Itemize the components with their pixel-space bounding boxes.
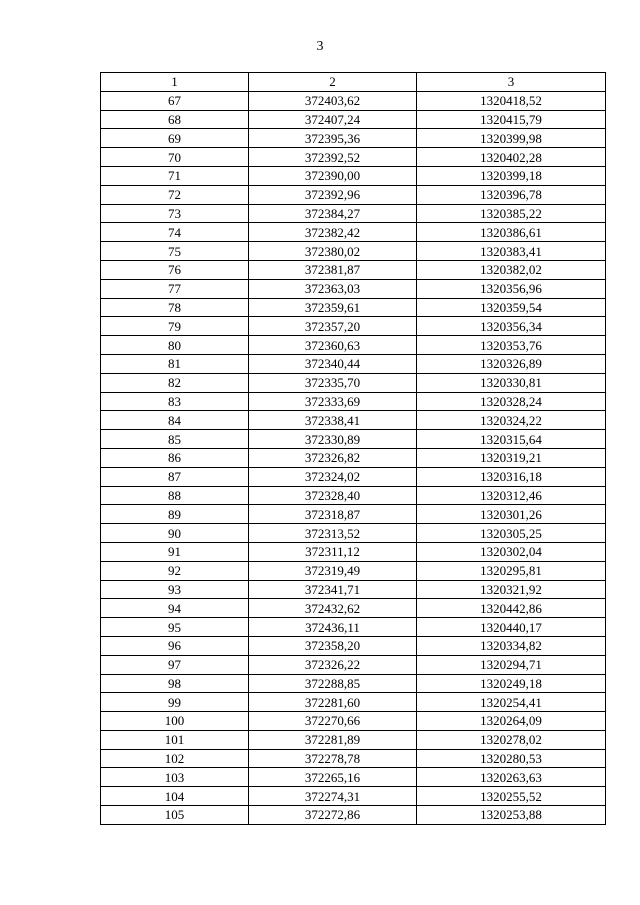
table-row <box>101 242 606 261</box>
point-number-cell: 85 <box>101 430 249 449</box>
header-row <box>101 73 606 92</box>
x-coordinate-cell: 372360,63 <box>249 336 417 355</box>
x-coordinate-cell: 372436,11 <box>249 618 417 637</box>
table-row <box>101 430 606 449</box>
point-number-cell: 81 <box>101 354 249 373</box>
x-coordinate-cell: 372381,87 <box>249 260 417 279</box>
x-coordinate-cell: 372341,71 <box>249 580 417 599</box>
x-coordinate-cell: 372313,52 <box>249 524 417 543</box>
table-row <box>101 787 606 806</box>
point-number-cell: 105 <box>101 806 249 825</box>
x-coordinate-cell: 372326,22 <box>249 655 417 674</box>
point-number-cell: 89 <box>101 505 249 524</box>
table-body <box>101 91 606 824</box>
table-row <box>101 749 606 768</box>
point-number-cell: 98 <box>101 674 249 693</box>
point-number-cell: 73 <box>101 204 249 223</box>
point-number-cell: 95 <box>101 618 249 637</box>
point-number-cell: 76 <box>101 260 249 279</box>
x-coordinate-cell: 372403,62 <box>249 91 417 110</box>
y-coordinate-cell: 1320316,18 <box>417 467 606 486</box>
table-row <box>101 148 606 167</box>
y-coordinate-cell: 1320302,04 <box>417 542 606 561</box>
x-coordinate-cell: 372392,52 <box>249 148 417 167</box>
header-cell-3: 3 <box>417 73 606 92</box>
point-number-cell: 87 <box>101 467 249 486</box>
x-coordinate-cell: 372281,60 <box>249 693 417 712</box>
y-coordinate-cell: 1320399,18 <box>417 166 606 185</box>
y-coordinate-cell: 1320396,78 <box>417 185 606 204</box>
y-coordinate-cell: 1320326,89 <box>417 354 606 373</box>
point-number-cell: 68 <box>101 110 249 129</box>
table-row <box>101 505 606 524</box>
table-row <box>101 806 606 825</box>
point-number-cell: 90 <box>101 524 249 543</box>
y-coordinate-cell: 1320254,41 <box>417 693 606 712</box>
point-number-cell: 82 <box>101 373 249 392</box>
y-coordinate-cell: 1320255,52 <box>417 787 606 806</box>
point-number-cell: 101 <box>101 730 249 749</box>
table-row <box>101 317 606 336</box>
page-number: 3 <box>316 39 324 54</box>
y-coordinate-cell: 1320383,41 <box>417 242 606 261</box>
table-row <box>101 542 606 561</box>
x-coordinate-cell: 372288,85 <box>249 674 417 693</box>
x-coordinate-cell: 372272,86 <box>249 806 417 825</box>
table-row <box>101 260 606 279</box>
y-coordinate-cell: 1320305,25 <box>417 524 606 543</box>
x-coordinate-cell: 372395,36 <box>249 129 417 148</box>
table-row <box>101 524 606 543</box>
x-coordinate-cell: 372357,20 <box>249 317 417 336</box>
table-row <box>101 204 606 223</box>
x-coordinate-cell: 372274,31 <box>249 787 417 806</box>
y-coordinate-cell: 1320353,76 <box>417 336 606 355</box>
point-number-cell: 92 <box>101 561 249 580</box>
point-number-cell: 102 <box>101 749 249 768</box>
point-number-cell: 84 <box>101 411 249 430</box>
point-number-cell: 88 <box>101 486 249 505</box>
x-coordinate-cell: 372338,41 <box>249 411 417 430</box>
x-coordinate-cell: 372265,16 <box>249 768 417 787</box>
point-number-cell: 74 <box>101 223 249 242</box>
y-coordinate-cell: 1320356,96 <box>417 279 606 298</box>
x-coordinate-cell: 372407,24 <box>249 110 417 129</box>
x-coordinate-cell: 372319,49 <box>249 561 417 580</box>
x-coordinate-cell: 372335,70 <box>249 373 417 392</box>
point-number-cell: 79 <box>101 317 249 336</box>
y-coordinate-cell: 1320321,92 <box>417 580 606 599</box>
y-coordinate-cell: 1320334,82 <box>417 636 606 655</box>
point-number-cell: 97 <box>101 655 249 674</box>
x-coordinate-cell: 372328,40 <box>249 486 417 505</box>
y-coordinate-cell: 1320263,63 <box>417 768 606 787</box>
x-coordinate-cell: 372311,12 <box>249 542 417 561</box>
point-number-cell: 78 <box>101 298 249 317</box>
table-row <box>101 166 606 185</box>
point-number-cell: 99 <box>101 693 249 712</box>
table-row <box>101 712 606 731</box>
y-coordinate-cell: 1320382,02 <box>417 260 606 279</box>
point-number-cell: 71 <box>101 166 249 185</box>
point-number-cell: 69 <box>101 129 249 148</box>
y-coordinate-cell: 1320324,22 <box>417 411 606 430</box>
table-row <box>101 279 606 298</box>
x-coordinate-cell: 372324,02 <box>249 467 417 486</box>
header-cell-2: 2 <box>249 73 417 92</box>
table-row <box>101 467 606 486</box>
x-coordinate-cell: 372432,62 <box>249 599 417 618</box>
table-row <box>101 599 606 618</box>
x-coordinate-cell: 372382,42 <box>249 223 417 242</box>
x-coordinate-cell: 372326,82 <box>249 448 417 467</box>
y-coordinate-cell: 1320415,79 <box>417 110 606 129</box>
point-number-cell: 104 <box>101 787 249 806</box>
table-header <box>101 73 606 92</box>
y-coordinate-cell: 1320385,22 <box>417 204 606 223</box>
y-coordinate-cell: 1320328,24 <box>417 392 606 411</box>
table-row <box>101 223 606 242</box>
y-coordinate-cell: 1320359,54 <box>417 298 606 317</box>
table-row <box>101 655 606 674</box>
y-coordinate-cell: 1320440,17 <box>417 618 606 637</box>
point-number-cell: 86 <box>101 448 249 467</box>
y-coordinate-cell: 1320280,53 <box>417 749 606 768</box>
point-number-cell: 70 <box>101 148 249 167</box>
table-row <box>101 448 606 467</box>
y-coordinate-cell: 1320386,61 <box>417 223 606 242</box>
table-row <box>101 580 606 599</box>
y-coordinate-cell: 1320356,34 <box>417 317 606 336</box>
coordinates-table <box>100 72 606 825</box>
point-number-cell: 80 <box>101 336 249 355</box>
table-row <box>101 129 606 148</box>
table-row <box>101 392 606 411</box>
y-coordinate-cell: 1320294,71 <box>417 655 606 674</box>
table-row <box>101 618 606 637</box>
table-row <box>101 693 606 712</box>
point-number-cell: 72 <box>101 185 249 204</box>
y-coordinate-cell: 1320399,98 <box>417 129 606 148</box>
table-row <box>101 411 606 430</box>
table-row <box>101 486 606 505</box>
x-coordinate-cell: 372359,61 <box>249 298 417 317</box>
y-coordinate-cell: 1320301,26 <box>417 505 606 524</box>
y-coordinate-cell: 1320278,02 <box>417 730 606 749</box>
y-coordinate-cell: 1320249,18 <box>417 674 606 693</box>
y-coordinate-cell: 1320312,46 <box>417 486 606 505</box>
x-coordinate-cell: 372392,96 <box>249 185 417 204</box>
x-coordinate-cell: 372340,44 <box>249 354 417 373</box>
table-row <box>101 730 606 749</box>
point-number-cell: 83 <box>101 392 249 411</box>
x-coordinate-cell: 372390,00 <box>249 166 417 185</box>
x-coordinate-cell: 372270,66 <box>249 712 417 731</box>
y-coordinate-cell: 1320264,09 <box>417 712 606 731</box>
y-coordinate-cell: 1320330,81 <box>417 373 606 392</box>
x-coordinate-cell: 372380,02 <box>249 242 417 261</box>
x-coordinate-cell: 372278,78 <box>249 749 417 768</box>
table-row <box>101 110 606 129</box>
table-row <box>101 91 606 110</box>
table-row <box>101 336 606 355</box>
y-coordinate-cell: 1320418,52 <box>417 91 606 110</box>
point-number-cell: 103 <box>101 768 249 787</box>
point-number-cell: 93 <box>101 580 249 599</box>
table-row <box>101 373 606 392</box>
point-number-cell: 96 <box>101 636 249 655</box>
table-row <box>101 298 606 317</box>
x-coordinate-cell: 372333,69 <box>249 392 417 411</box>
table-row <box>101 636 606 655</box>
table-row <box>101 185 606 204</box>
header-cell-1: 1 <box>101 73 249 92</box>
x-coordinate-cell: 372358,20 <box>249 636 417 655</box>
y-coordinate-cell: 1320402,28 <box>417 148 606 167</box>
x-coordinate-cell: 372363,03 <box>249 279 417 298</box>
table-row <box>101 674 606 693</box>
point-number-cell: 91 <box>101 542 249 561</box>
point-number-cell: 100 <box>101 712 249 731</box>
point-number-cell: 94 <box>101 599 249 618</box>
x-coordinate-cell: 372384,27 <box>249 204 417 223</box>
y-coordinate-cell: 1320295,81 <box>417 561 606 580</box>
y-coordinate-cell: 1320442,86 <box>417 599 606 618</box>
point-number-cell: 75 <box>101 242 249 261</box>
y-coordinate-cell: 1320319,21 <box>417 448 606 467</box>
y-coordinate-cell: 1320253,88 <box>417 806 606 825</box>
table-row <box>101 768 606 787</box>
table-row <box>101 561 606 580</box>
table-row <box>101 354 606 373</box>
y-coordinate-cell: 1320315,64 <box>417 430 606 449</box>
point-number-cell: 77 <box>101 279 249 298</box>
x-coordinate-cell: 372318,87 <box>249 505 417 524</box>
x-coordinate-cell: 372330,89 <box>249 430 417 449</box>
x-coordinate-cell: 372281,89 <box>249 730 417 749</box>
point-number-cell: 67 <box>101 91 249 110</box>
